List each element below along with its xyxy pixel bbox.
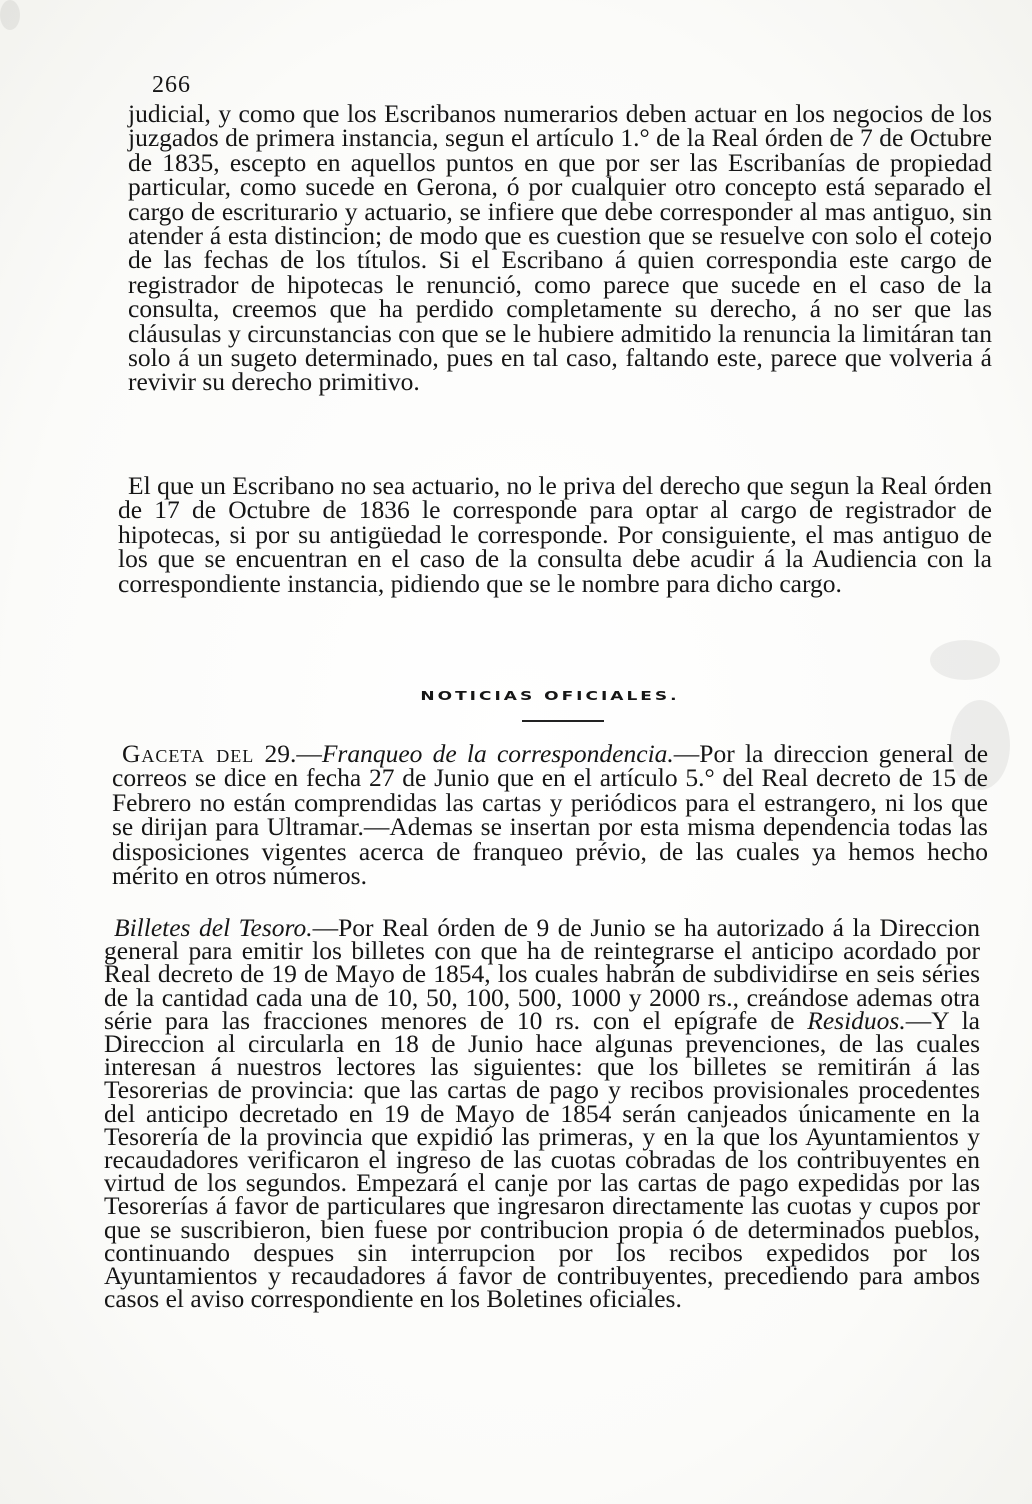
paragraph-escribano: [118, 471, 992, 598]
gaceta-dash: —: [296, 739, 322, 768]
billetes-body-2: —Y la Direccion al circularla en 18 de Junio hace algunas prevenciones, de las cuales interesan á nuestros lectores las siguientes: que los billetes se remitirán á las Tesorerias de provincia: que las cartas de pago y recibos provisionales procedentes del anticipo decretado en 19 de Mayo de 1854 serán canjeados únicamente en la Tesorería de la provincia que expidió las primeras, y en la que los Ayuntamientos y recaudadores verificaron el ingreso de las cuotas cobradas de los contribuyentes en virtud de los segundos. Empezará el canje por las cartas de pago expedidas por las Tesorerías á favor de particulares que ingresaron directamente las cuotas y cupos por que se suscribieron, bien fuese por contribucion propia ó de determinados pueblos, continuando despues sin interrupcion por los recibos expedidos por los Ayuntamientos y recaudadores á favor de contribuyentes, precediendo para ambos casos el aviso correspondiente en los Boletines oficiales.: [104, 1005, 980, 1314]
page-number: 266: [152, 72, 191, 98]
paper-blemish: [950, 700, 1010, 790]
billetes-subject: Billetes del Tesoro.: [114, 913, 313, 942]
paragraph-text: El que un Escribano no sea actuario, no le priva del derecho que segun la Real órden de 17 de Octubre de 1836 le corresponde para optar al cargo de registrador de hipotecas, si por su antigüedad le corresponde. Por consiguiente, el mas antiguo de los que se encuentran en el caso de la consulta debe acudir á la Audiencia con la correspondiente instancia, pidiendo que se le nombre para dicho cargo.: [118, 471, 992, 598]
paper-blemish: [0, 0, 20, 30]
gaceta-date: 29.: [264, 739, 297, 768]
billetes-residuos: Residuos.: [807, 1005, 906, 1035]
billetes-text: [104, 913, 980, 1314]
paragraph-consulta: [128, 99, 992, 397]
gaceta-paragraph: [112, 739, 989, 891]
paragraph-text: judicial, y como que los Escribanos numerarios deben actuar en los negocios de los juzgados de primera instancia, segun el artículo 1.° de la Real órden de 7 de Octubre de 1835, escepto en aquellos puntos en que por ser las Escribanías de propiedad particular, como sucede en Gerona, ó por cualquier otro concepto está separado el cargo de escriturario y actuario, se infiere que debe corresponder al mas antiguo, sin atender á esta distincion; de modo que es cuestion que se resuelve con solo el cotejo de las fechas de los títulos. Si el Escribano á quien correspondia este cargo de registrador de hipotecas le renunció, como parece que sucede en el caso de la consulta, creemos que ha perdido completamente su derecho, á no ser que las cláusulas y circunstancias con que se le hubiere admitido la renuncia la limitáran tan solo á un sugeto determinado, pues en tal caso, faltando este, parece que volveria á revivir su derecho primitivo.: [128, 99, 992, 397]
gaceta-subject: Franqueo de la correspondencia.: [321, 739, 674, 768]
gaceta-body: —Por la direccion general de correos se dice en fecha 27 de Junio que en el artículo 5.° del Real decreto de 15 de Febrero no están comprendidas las cartas y periódicos para el estrangero, ni los que se dirijan para Ultramar.—Ademas se insertan por esta misma dependencia todas las disposiciones vigentes acerca de franqueo prévio, de las cuales ya hemos hecho mérito en otros números.: [112, 739, 989, 891]
paper-blemish: [930, 640, 1000, 680]
billetes-body-1: —Por Real órden de 9 de Junio se ha autorizado á la Direccion general para emitir los billetes con que ha de reintegrarse el anticipo acordado por Real decreto de 19 de Mayo de 1854, los cuales habrán de subdividirse en seis séries de la cantidad cada una de 10, 50, 100, 500, 1000 y 2000 rs., creándose ademas otra série para las fracciones menores de 10 rs. con el epígrafe de: [104, 913, 980, 1035]
gaceta-text: [112, 739, 989, 891]
gaceta-lead: Gaceta del: [122, 739, 255, 768]
section-divider: [522, 720, 604, 722]
billetes-paragraph: [104, 913, 980, 1314]
section-heading: NOTICIAS OFICIALES.: [420, 688, 680, 704]
